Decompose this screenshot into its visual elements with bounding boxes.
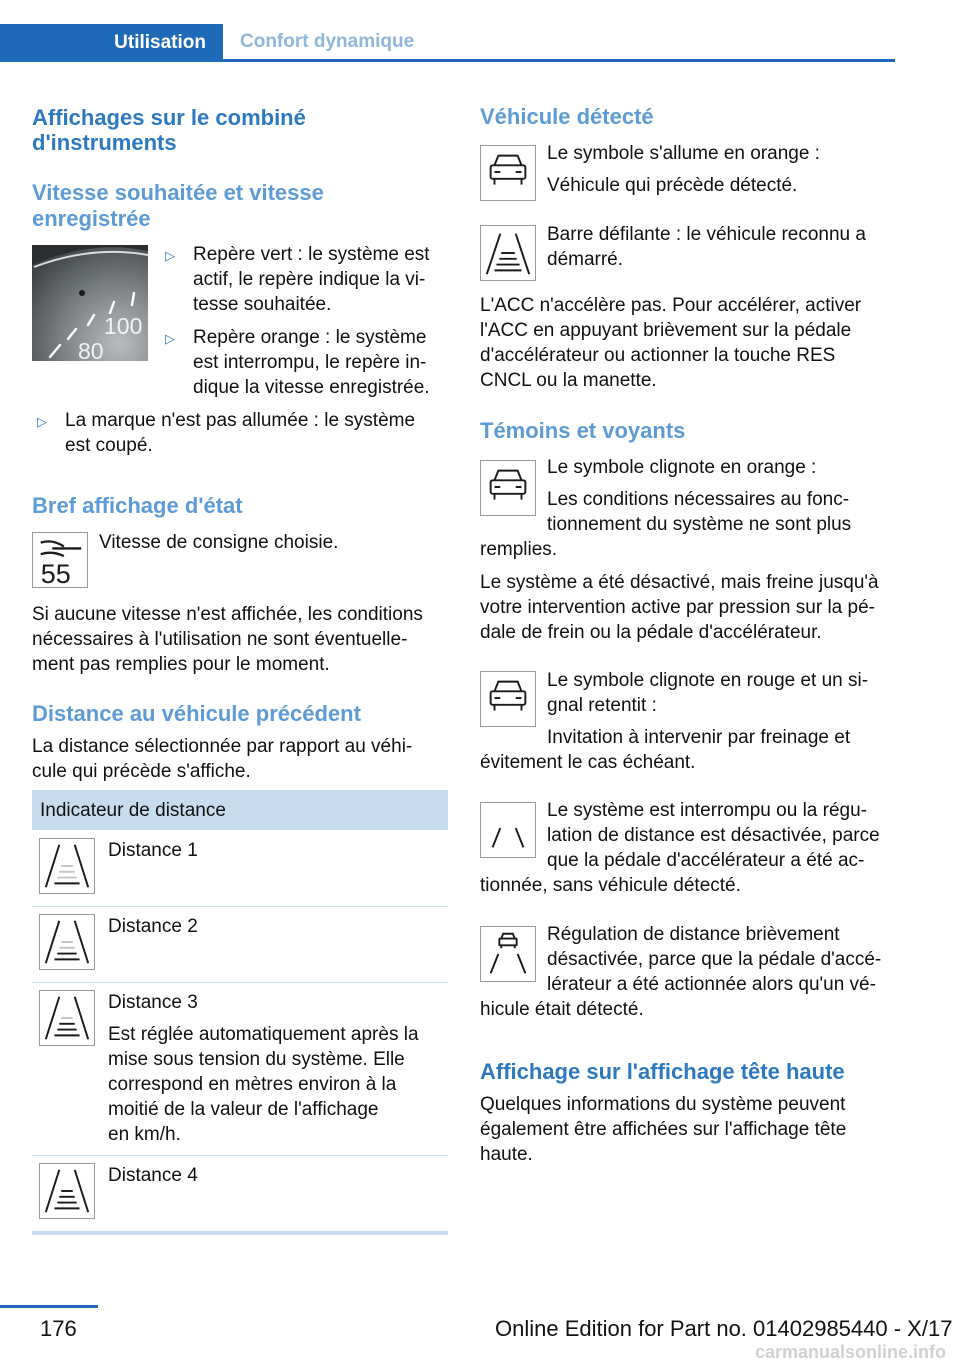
watermark: carmanualsonline.info bbox=[755, 1342, 947, 1362]
status-text: Vitesse de consigne choisie. bbox=[99, 532, 339, 553]
table-row-divider bbox=[32, 906, 448, 907]
paragraph-no-speed bbox=[32, 602, 423, 677]
paragraph-distance bbox=[32, 734, 412, 784]
regulation-interrupted-icon bbox=[480, 802, 536, 858]
speedometer-image bbox=[32, 245, 148, 361]
text-line: CNCL ou la manette. bbox=[480, 370, 657, 391]
warn-text-1: Le symbole clignote en orange : bbox=[547, 457, 817, 478]
subheading-vitesse bbox=[32, 180, 324, 232]
text-line: Les conditions nécessaires au fonc‐ bbox=[547, 489, 850, 510]
warn-text-interrupted-tail: tionnée, sans véhicule détecté. bbox=[480, 875, 741, 896]
subheading-bref-affichage: Bref affichage d'état bbox=[32, 493, 243, 518]
footer-rule bbox=[0, 1305, 98, 1308]
distance-1-icon bbox=[39, 838, 95, 894]
paragraph-deactivated bbox=[480, 570, 879, 645]
warn-text-2 bbox=[547, 487, 851, 537]
text-line: votre intervention active par pression sur la pé‐ bbox=[480, 597, 875, 618]
section-title-line-1: Affichages sur le combiné bbox=[32, 105, 306, 130]
text-line: cule qui précède s'affiche. bbox=[32, 761, 251, 782]
warn-text-interrupted bbox=[547, 798, 880, 873]
text-line: Est réglée automatiquement après la bbox=[108, 1024, 419, 1045]
paragraph-hud bbox=[480, 1092, 846, 1167]
bullet-green-marker bbox=[193, 242, 430, 317]
text-line: d'accélérateur ou actionner la touche RES bbox=[480, 345, 836, 366]
table-bottom-rule bbox=[32, 1231, 448, 1235]
table-row-divider bbox=[32, 1155, 448, 1156]
text-line: Si aucune vitesse n'est affichée, les conditions bbox=[32, 604, 423, 625]
distance-4-icon bbox=[39, 1163, 95, 1219]
warn-text-invite: Invitation à intervenir par freinage et bbox=[547, 727, 851, 748]
distance-3-note bbox=[108, 1022, 419, 1147]
warn-text-2-tail: remplies. bbox=[480, 539, 558, 560]
distance-3-icon bbox=[39, 990, 95, 1046]
text-line: tionnement du système ne sont plus bbox=[547, 514, 852, 535]
text-line: est coupé. bbox=[65, 435, 153, 456]
text-line: Quelques informations du système peuvent bbox=[480, 1094, 846, 1115]
text-line: Régulation de distance brièvement bbox=[547, 924, 840, 945]
distance-4-label: Distance 4 bbox=[108, 1165, 198, 1186]
warn-text-paused-tail: hicule était détecté. bbox=[480, 999, 644, 1020]
text-line: haute. bbox=[480, 1144, 533, 1165]
text-line: Le système est interrompu ou la régu‐ bbox=[547, 800, 867, 821]
text-line: lérateur a été actionnée alors qu'un vé‐ bbox=[547, 974, 876, 995]
warn-text-invite-tail: évitement le cas échéant. bbox=[480, 752, 696, 773]
section-title bbox=[32, 105, 306, 155]
text-line: ment pas remplies pour le moment. bbox=[32, 654, 330, 675]
paragraph-acc bbox=[480, 293, 861, 393]
text-line: dique la vitesse enregistrée. bbox=[193, 377, 430, 398]
subheading-vehicule-detecte: Véhicule détecté bbox=[480, 104, 654, 129]
vehicle-detected-icon bbox=[480, 145, 536, 201]
text-line: moitié de la valeur de l'affichage bbox=[108, 1099, 379, 1120]
subheading-vitesse-line-1: Vitesse souhaitée et vitesse bbox=[32, 180, 324, 205]
text-line: également être affichées sur l'affichage tête bbox=[480, 1119, 847, 1140]
vehicle-red-icon bbox=[480, 671, 536, 727]
subheading-hud: Affichage sur l'affichage tête haute bbox=[480, 1059, 845, 1084]
text-line: que la pédale d'accélérateur a été ac‐ bbox=[547, 850, 865, 871]
distance-3-label: Distance 3 bbox=[108, 992, 198, 1013]
text-line: démarré. bbox=[547, 249, 624, 270]
subheading-distance: Distance au véhicule précédent bbox=[32, 701, 361, 726]
distance-1-label: Distance 1 bbox=[108, 840, 198, 861]
warn-text-paused bbox=[547, 922, 881, 997]
text-line: Repère vert : le système est bbox=[193, 244, 430, 265]
table-header bbox=[32, 790, 448, 830]
set-speed-value: 55 bbox=[40, 559, 71, 587]
text-line: La marque n'est pas allumée : le système bbox=[65, 410, 416, 431]
table-row-divider bbox=[32, 982, 448, 983]
text-line: Le symbole clignote en rouge et un si‐ bbox=[547, 670, 869, 691]
warn-text-red bbox=[547, 668, 868, 718]
text-line: correspond en mètres environ à la bbox=[108, 1074, 397, 1095]
vehicle-orange-icon bbox=[480, 460, 536, 516]
text-line: désactivée, parce que la pédale d'accé‐ bbox=[547, 949, 882, 970]
scrolling-bar-text bbox=[547, 222, 866, 272]
subheading-vitesse-line-2: enregistrée bbox=[32, 206, 151, 231]
text-line: est interrompu, le repère in‐ bbox=[193, 352, 427, 373]
gauge-label-100: 100 bbox=[104, 313, 143, 339]
bullet-triangle-icon: ▷ bbox=[37, 414, 47, 429]
tab-confort-dynamique[interactable]: Confort dynamique bbox=[240, 31, 415, 52]
page-number: 176 bbox=[40, 1316, 77, 1341]
text-line: tesse souhaitée. bbox=[193, 294, 332, 315]
text-line: La distance sélectionnée par rapport au véhi‐ bbox=[32, 736, 413, 757]
bullet-mark-off bbox=[65, 408, 415, 458]
table-header-label: Indicateur de distance bbox=[40, 799, 226, 821]
scrolling-bar-icon bbox=[480, 225, 536, 281]
text-line: actif, le repère indique la vi‐ bbox=[193, 269, 426, 290]
bullet-triangle-icon: ▷ bbox=[165, 331, 175, 346]
text-line: Repère orange : le système bbox=[193, 327, 427, 348]
section-title-line-2: d'instruments bbox=[32, 130, 177, 155]
text-line: Barre défilante : le véhicule reconnu a bbox=[547, 224, 866, 245]
text-line: mise sous tension du système. Elle bbox=[108, 1049, 405, 1070]
set-speed-55-icon bbox=[32, 532, 88, 588]
edition-note: Online Edition for Part no. 01402985440 - X/17 bbox=[495, 1316, 953, 1341]
bullet-triangle-icon: ▷ bbox=[165, 248, 175, 263]
text-line: gnal retentit : bbox=[547, 695, 657, 716]
text-line: l'ACC en appuyant brièvement sur la pédale bbox=[480, 320, 852, 341]
distance-2-icon bbox=[39, 914, 95, 970]
text-line: L'ACC n'accélère pas. Pour accélérer, activer bbox=[480, 295, 862, 316]
tab-utilisation[interactable] bbox=[0, 24, 223, 62]
text-line: Le système a été désactivé, mais freine jusqu'à bbox=[480, 572, 879, 593]
text-line: nécessaires à l'utilisation ne sont éventuelle‐ bbox=[32, 629, 408, 650]
distance-2-label: Distance 2 bbox=[108, 916, 198, 937]
vehicle-text-1: Le symbole s'allume en orange : bbox=[547, 143, 820, 164]
gauge-label-80: 80 bbox=[78, 338, 104, 361]
bullet-orange-marker bbox=[193, 325, 430, 400]
text-line: dale de frein ou la pédale d'accélérateur. bbox=[480, 622, 822, 643]
text-line: en km/h. bbox=[108, 1124, 181, 1145]
text-line: lation de distance est désactivée, parce bbox=[547, 825, 880, 846]
subheading-temoins: Témoins et voyants bbox=[480, 418, 686, 443]
tab-utilisation-label: Utilisation bbox=[114, 32, 206, 53]
regulation-paused-icon bbox=[480, 926, 536, 982]
vehicle-text-2: Véhicule qui précède détecté. bbox=[547, 175, 798, 196]
